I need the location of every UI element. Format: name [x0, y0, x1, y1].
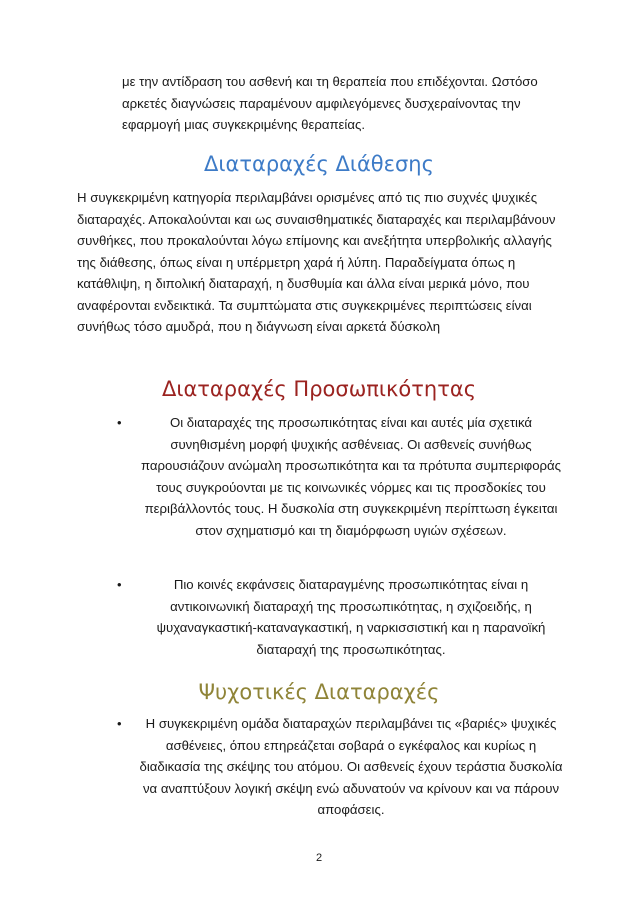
list-item-text: Οι διαταραχές της προσωπικότητας είναι και αυτές μία σχετικά συνηθισμένη μορφή ψυχικής ασθένειας. Οι ασθενείς συνήθως παρουσιάζουν ανώμαλη προσωπικότητα και τα πρότυπα συμπεριφοράς τους συγκρούονται με τις κοινωνικές νόρμες και τις προσδοκίες του περιβάλλοντός τους. Η δυσκολία στη συγκεκριμένη περίπτωση έγκειται στον σχηματισμό και τη διαμόρφωση υγιών σχέσεων.	[140, 415, 562, 538]
list-item	[77, 412, 567, 541]
bullet-icon: •	[117, 577, 122, 592]
list-item-text: Η συγκεκριμένη ομάδα διαταραχών περιλαμβάνει τις «βαριές» ψυχικές ασθένειες, όπου επηρεάζεται σοβαρά ο εγκέφαλος και κυρίως η διαδικασία της σκέψης του ατόμου. Οι ασθενείς έχουν τεράστια δυσκολία να αναπτύξουν λογική σκέψη ενώ αδυνατούν να κρίνουν και να πάρουν αποφάσεις.	[139, 716, 563, 817]
bullet-icon: •	[117, 415, 122, 430]
heading-mood-disorders: Διαταραχές Διάθεσης	[204, 152, 434, 176]
heading-psychotic-disorders: Ψυχοτικές Διαταραχές	[198, 680, 440, 704]
bullet-icon: •	[117, 716, 122, 731]
page-number: 2	[315, 852, 323, 864]
heading-personality-disorders: Διαταραχές Προσωπικότητας	[161, 377, 477, 401]
list-item	[77, 574, 567, 660]
mood-disorders-paragraph: Η συγκεκριμένη κατηγορία περιλαμβάνει ορισμένες από τις πιο συχνές ψυχικές διαταραχές. Αποκαλούνται και ως συναισθηματικές διαταραχές και περιλαμβάνουν συνθήκες, που προκαλούνται λόγω επίμονης και ανεξήτητα υπερβολικής αλλαγής της διάθεσης, όπως είναι η υπέρμετρη χαρά ή λύπη. Παραδείγματα όπως η κατάθλιψη, η διπολική διαταραχή, η δυσθυμία και άλλα είναι μερικά μόνο, που αναφέρονται ενδεικτικά. Τα συμπτώματα στις συγκεκριμένες περιπτώσεις είναι συνήθως τόσο αμυδρά, που η διάγνωση είναι αρκετά δύσκολη	[77, 190, 556, 334]
list-item	[77, 713, 567, 821]
list-item-text: Πιο κοινές εκφάνσεις διαταραγμένης προσωπικότητας είναι η αντικοινωνική διαταραχή της προσωπικότητας, η σχιζοειδής, η ψυχαναγκαστική-καταναγκαστική, η ναρκισσιστική και η παρανοϊκή διαταραχή της προσωπικότητας.	[156, 577, 546, 657]
intro-paragraph: με την αντίδραση του ασθενή και τη θεραπεία που επιδέχονται. Ωστόσο αρκετές διαγνώσεις παραμένουν αμφιλεγόμενες δυσχεραίνοντας την εφαρμογή μιας συγκεκριμένης θεραπείας.	[122, 74, 538, 132]
